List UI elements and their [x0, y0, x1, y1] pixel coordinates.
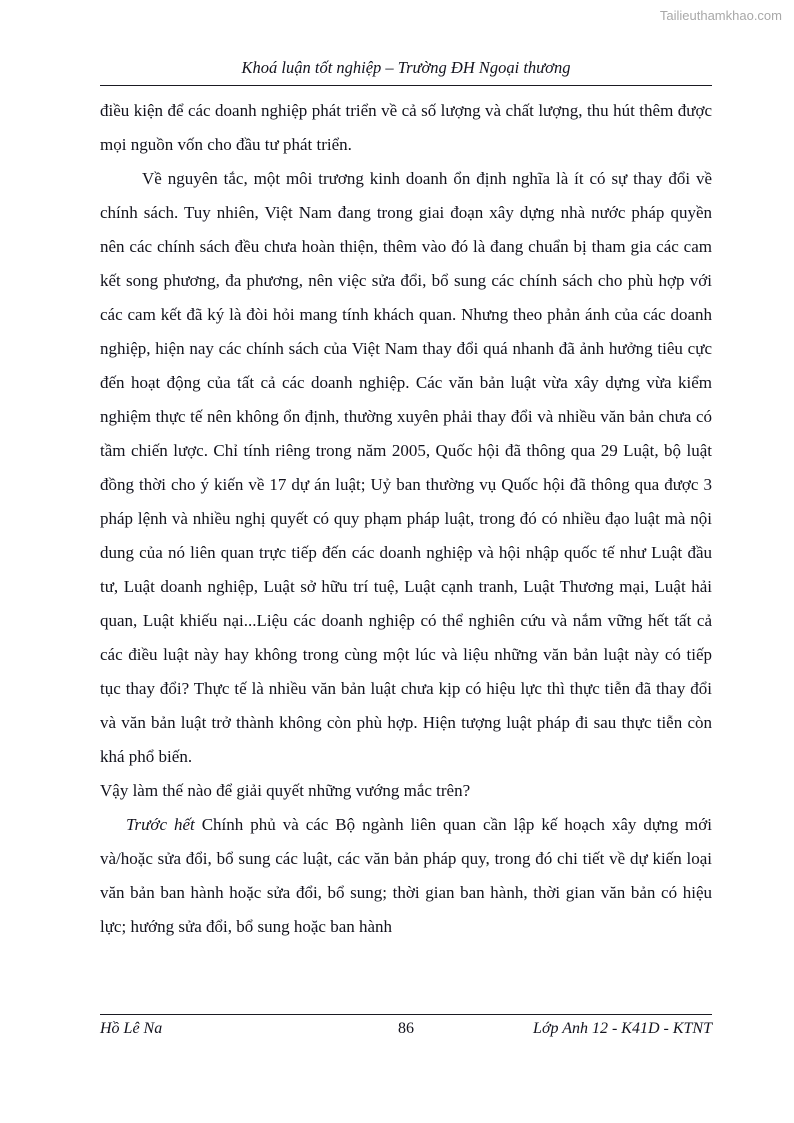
footer-page-number: 86 — [398, 1020, 414, 1037]
page-header — [100, 58, 712, 86]
page-footer — [100, 1014, 712, 1038]
footer-author: Hồ Lê Na — [100, 1020, 163, 1037]
footer-class: Lớp Anh 12 - K41D - KTNT — [533, 1020, 712, 1037]
header-title: Khoá luận tốt nghiệp – Trường ĐH Ngoại thương — [241, 58, 571, 77]
paragraph: Về nguyên tắc, một môi trương kinh doanh ổn định nghĩa là ít có sự thay đổi về chính sách. Tuy nhiên, Việt Nam đang trong giai đoạn xây dựng nhà nước pháp quyền nên các chính sách đều chưa hoàn thiện, thêm vào đó là đang chuẩn bị tham gia các cam kết song phương, đa phương, nên việc sửa đổi, bổ sung các chính sách cho phù hợp với các cam kết đã ký là đòi hỏi mang tính khách quan. Nhưng theo phản ánh của các doanh nghiệp, hiện nay các chính sách của Việt Nam thay đổi quá nhanh đã ảnh hưởng tiêu cực đến hoạt động của tất cả các doanh nghiệp. Các văn bản luật vừa xây dựng vừa kiểm nghiệm thực tế nên không ổn định, thường xuyên phải thay đổi và nhiều văn bản chưa có tầm chiến lược. Chỉ tính riêng trong năm 2005, Quốc hội đã thông qua 29 Luật, bộ luật đồng thời cho ý kiến về 17 dự án luật; Uỷ ban thường vụ Quốc hội đã thông qua được 3 pháp lệnh và nhiều nghị quyết có quy phạm pháp luật, trong đó có nhiều đạo luật mà nội dung của nó liên quan trực tiếp đến các doanh nghiệp và hội nhập quốc tế như Luật đầu tư, Luật doanh nghiệp, Luật sở hữu trí tuệ, Luật cạnh tranh, Luật Thương mại, Luật hải quan, Luật khiếu nại...Liệu các doanh nghiệp có thể nghiên cứu và nắm vững hết tất cả các điều luật này hay không trong cùng một lúc và liệu những văn bản luật này có tiếp tục thay đổi? Thực tế là nhiều văn bản luật chưa kịp có hiệu lực thì thực tiễn đã thay đổi và văn bản luật trở thành không còn phù hợp. Hiện tượng luật pháp đi sau thực tiễn còn khá phổ biến. — [100, 169, 712, 766]
paragraph-lead-italic: Trước hết — [126, 815, 195, 834]
paragraph — [100, 808, 712, 944]
document-body — [100, 94, 712, 944]
watermark-text: Tailieuthamkhao.com — [659, 8, 782, 23]
paragraph: Vậy làm thế nào để giải quyết những vướng mắc trên? — [100, 781, 471, 800]
paragraph: điều kiện để các doanh nghiệp phát triển về cả số lượng và chất lượng, thu hút thêm được mọi nguồn vốn cho đầu tư phát triển. — [100, 101, 712, 154]
paragraph-text: Chính phủ và các Bộ ngành liên quan cần lập kế hoạch xây dựng mới và/hoặc sửa đổi, bổ sung các luật, các văn bản pháp quy, trong đó chi tiết về dự kiến loại văn bản ban hành hoặc sửa đổi, bổ sung; thời gian ban hành, thời gian văn bản có hiệu lực; hướng sửa đổi, bổ sung hoặc ban hành — [100, 815, 712, 936]
